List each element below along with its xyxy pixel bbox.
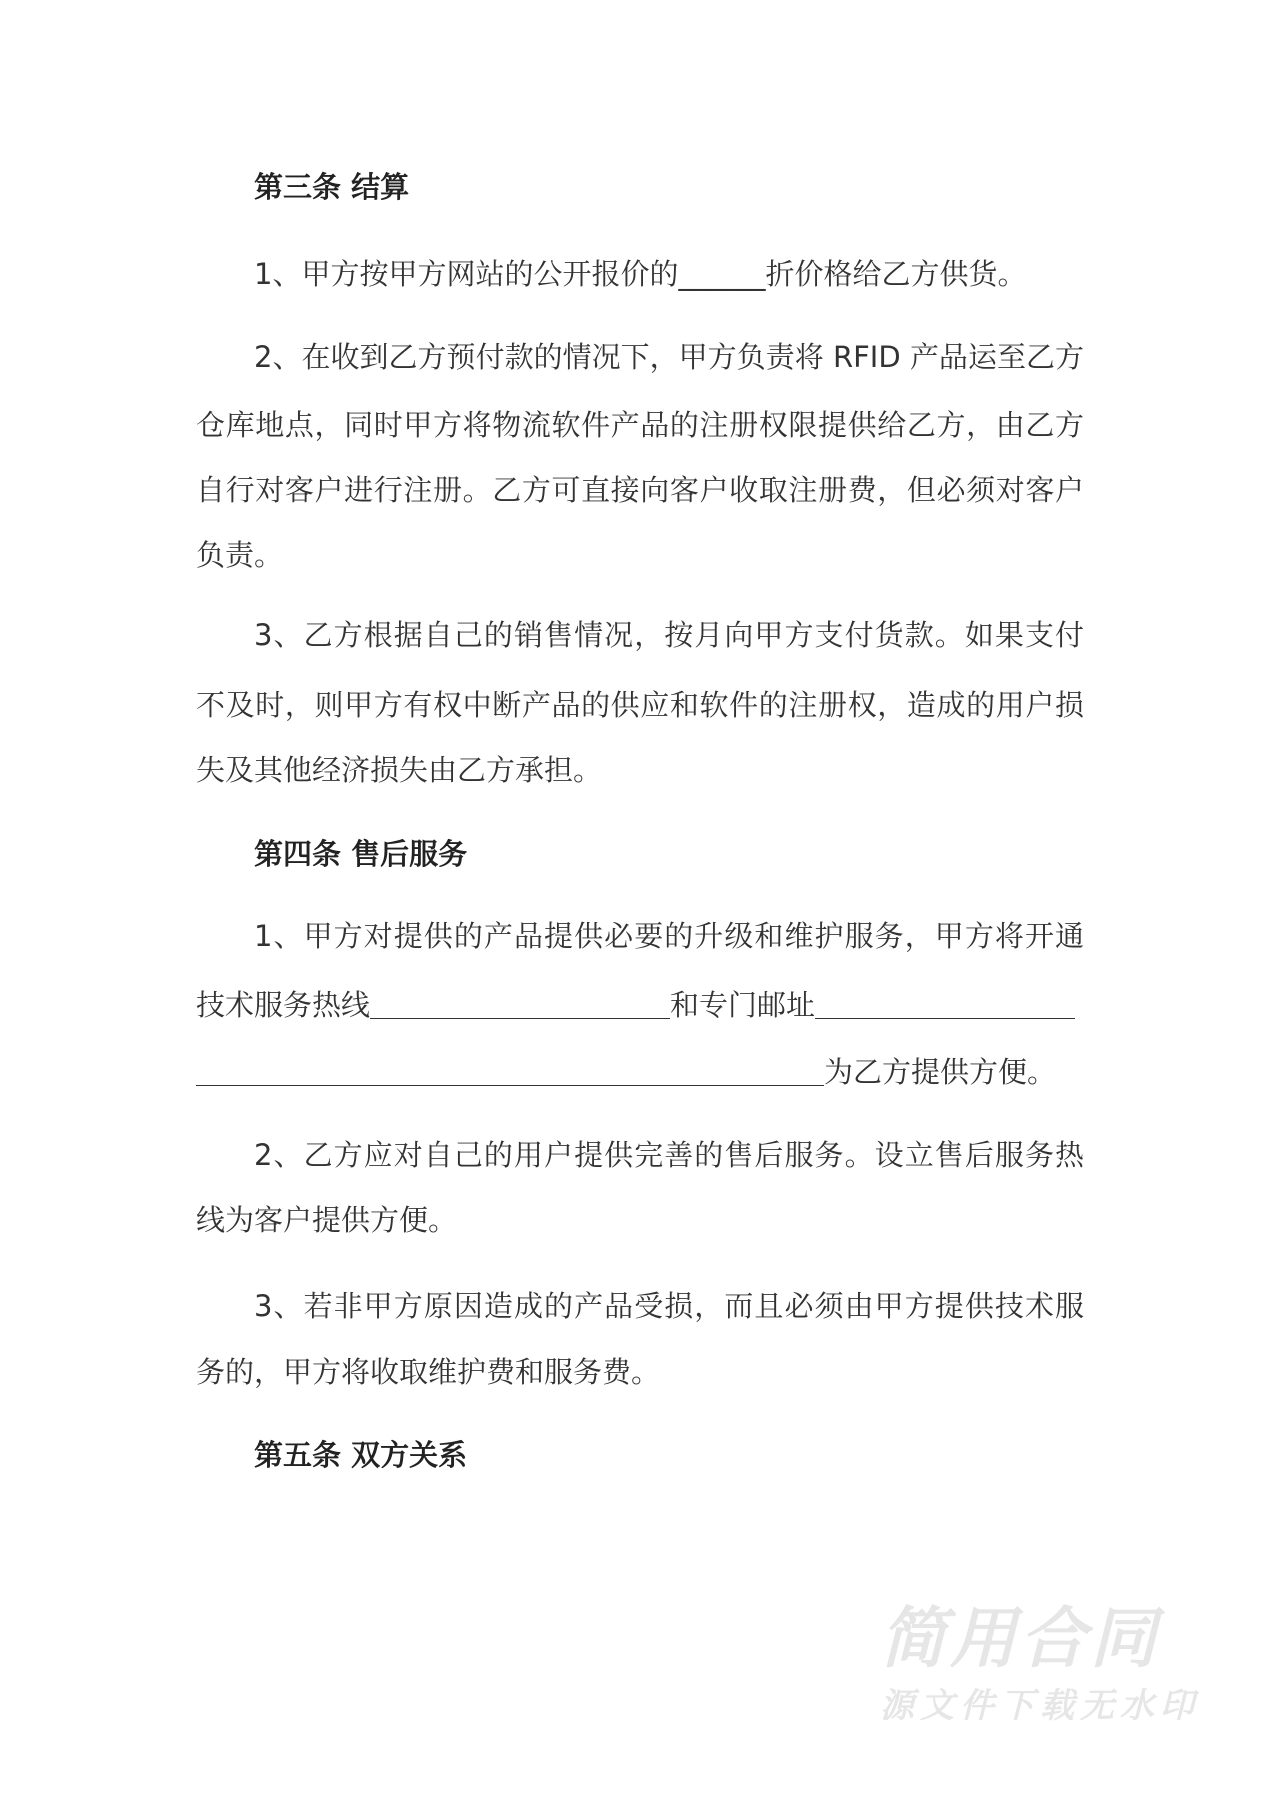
hotline-blank bbox=[370, 988, 670, 1019]
article-3-clause-2-line: 自行对客户进行注册。乙方可直接向客户收取注册费，但必须对客户 bbox=[196, 473, 1084, 507]
email-blank-continued bbox=[196, 1055, 824, 1086]
article-3-clause-2-line: 负责。 bbox=[196, 538, 284, 572]
article-4-clause-1-line: 1、甲方对提供的产品提供必要的升级和维护服务，甲方将开通 bbox=[254, 919, 1084, 953]
article-3-clause-3-line: 3、乙方根据自己的销售情况，按月向甲方支付货款。如果支付 bbox=[254, 618, 1084, 652]
article-4-clause-3-line: 3、若非甲方原因造成的产品受损，而且必须由甲方提供技术服 bbox=[254, 1289, 1084, 1323]
clause-text: 技术服务热线 bbox=[196, 988, 371, 1022]
watermark-tagline: 源文件下载无水印 bbox=[880, 1686, 1200, 1726]
article-4-clause-3-line: 务的，甲方将收取维护费和服务费。 bbox=[196, 1355, 661, 1389]
clause-text: 和专门邮址 bbox=[670, 988, 816, 1022]
article-4-clause-1-line bbox=[196, 985, 1084, 1025]
article-4-clause-1-line bbox=[196, 1052, 1056, 1092]
article-3-clause-1 bbox=[254, 254, 1026, 294]
clause-text: 折价格给乙方供货。 bbox=[765, 257, 1027, 291]
article-3-clause-3-line: 不及时，则甲方有权中断产品的供应和软件的注册权，造成的用户损 bbox=[196, 688, 1084, 722]
discount-blank: ______ bbox=[678, 257, 766, 291]
article-4-clause-2-line: 线为客户提供方便。 bbox=[196, 1203, 458, 1237]
clause-text: 1、甲方按甲方网站的公开报价的 bbox=[254, 257, 679, 291]
article-3-clause-3-line: 失及其他经济损失由乙方承担。 bbox=[196, 753, 603, 787]
watermark-logo: 简用合同 bbox=[880, 1600, 1160, 1677]
article-3-clause-2-line: 2、在收到乙方预付款的情况下，甲方负责将 RFID 产品运至乙方 bbox=[254, 340, 1084, 374]
article-4-clause-2-line: 2、乙方应对自己的用户提供完善的售后服务。设立售后服务热 bbox=[254, 1138, 1084, 1172]
clause-text: 为乙方提供方便。 bbox=[824, 1055, 1057, 1089]
article-5-heading: 第五条 双方关系 bbox=[254, 1438, 468, 1472]
article-4-heading: 第四条 售后服务 bbox=[254, 837, 468, 871]
article-3-heading: 第三条 结算 bbox=[254, 170, 410, 204]
email-blank bbox=[815, 988, 1075, 1019]
article-3-clause-2-line: 仓库地点，同时甲方将物流软件产品的注册权限提供给乙方，由乙方 bbox=[196, 408, 1084, 442]
